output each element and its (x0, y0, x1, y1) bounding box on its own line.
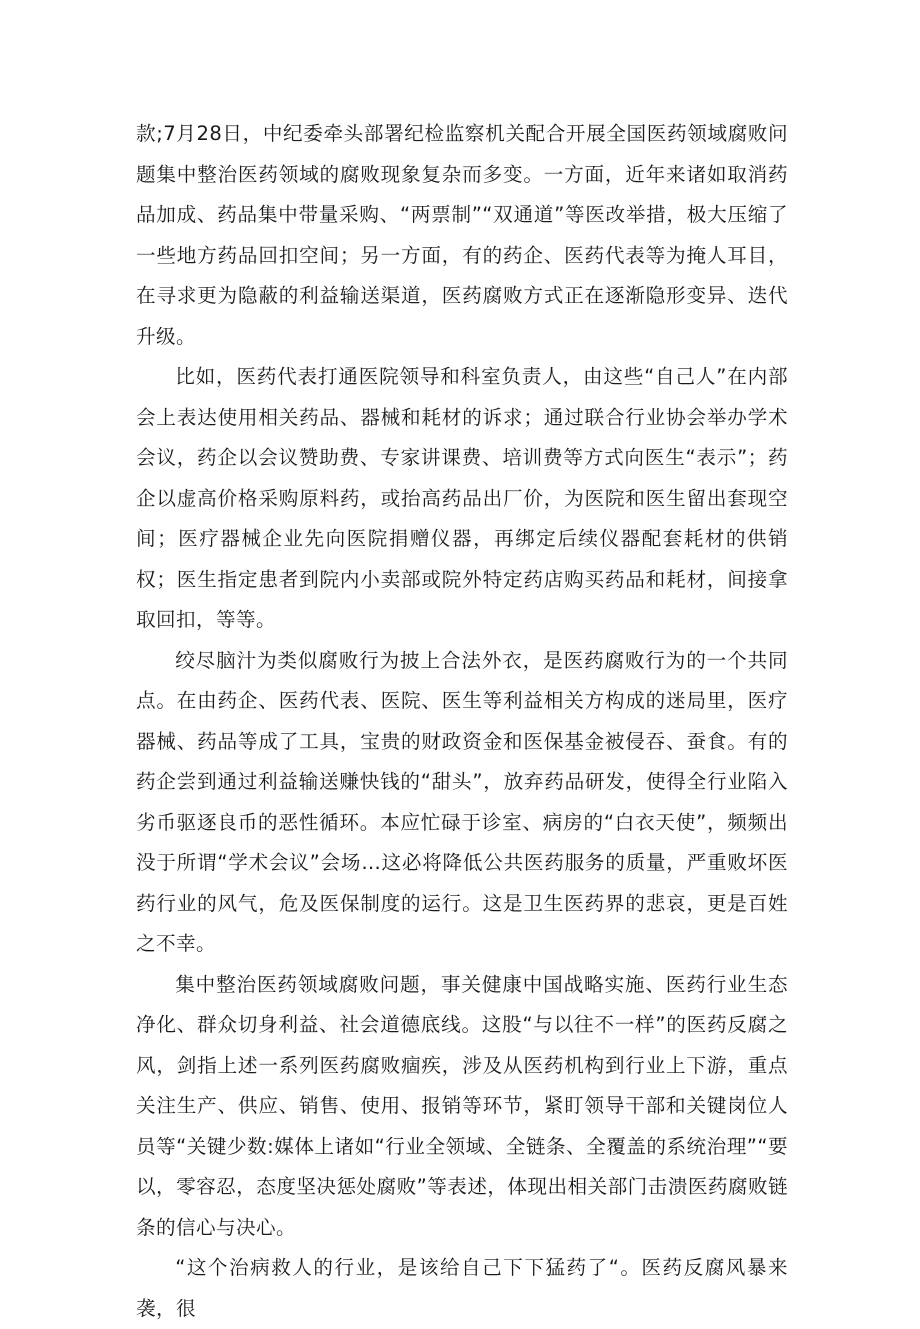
paragraph-5: “这个治病救人的行业，是该给自己下下猛药了“。医药反腐风暴来袭，很 (136, 1256, 788, 1320)
paragraph-4: 集中整治医药领域腐败问题，事关健康中国战略实施、医药行业生态净化、群众切身利益、社会道德底线。这股“与以往不一样”的医药反腐之风，剑指上述一系列医药腐败痼疾，涉及从医药机构到行业上下游，重点关注生产、供应、销售、使用、报销等环节，紧盯领导干部和关键岗位人员等“关键少数:媒体上诸如“行业全领域、全链条、全覆盖的系统治理”“要以，零容忍，态度坚决惩处腐败”等表述，体现出相关部门击溃医药腐败链条的信心与决心。 (136, 972, 788, 1239)
document-body (136, 114, 788, 1329)
paragraph-2: 比如，医药代表打通医院领导和科室负责人，由这些“自己人”在内部会上表达使用相关药品、器械和耗材的诉求；通过联合行业协会举办学术会议，药企以会议赞助费、专家讲课费、培训费等方式向医生“表示”；药企以虚高价格采购原料药，或抬高药品出厂价，为医院和医生留出套现空间；医疗器械企业先向医院捐赠仪器，再绑定后续仪器配套耗材的供销权；医生指定患者到院内小卖部或院外特定药店购买药品和耗材，间接拿取回扣，等等。 (136, 365, 788, 631)
paragraph-1: 款;7月28日，中纪委牵头部署纪检监察机关配合开展全国医药领域腐败问题集中整治医药领域的腐败现象复杂而多变。一方面，近年来诸如取消药品加成、药品集中带量采购、“两票制”“双通道”等医改举措，极大压缩了一些地方药品回扣空间；另一方面，有的药企、医药代表等为掩人耳目，在寻求更为隐蔽的利益输送渠道，医药腐败方式正在逐渐隐形变异、迭代升级。 (136, 122, 788, 348)
paragraph-3: 绞尽脑汁为类似腐败行为披上合法外衣，是医药腐败行为的一个共同点。在由药企、医药代表、医院、医生等利益相关方构成的迷局里，医疗器械、药品等成了工具，宝贵的财政资金和医保基金被侵吞、蚕食。有的药企尝到通过利益输送赚快钱的“甜头”，放弃药品研发，使得全行业陷入劣币驱逐良币的恶性循环。本应忙碌于诊室、病房的“白衣天使”，频频出没于所谓“学术会议”会场…这必将降低公共医药服务的质量，严重败坏医药行业的风气，危及医保制度的运行。这是卫生医药界的悲哀，更是百姓之不幸。 (136, 648, 788, 955)
